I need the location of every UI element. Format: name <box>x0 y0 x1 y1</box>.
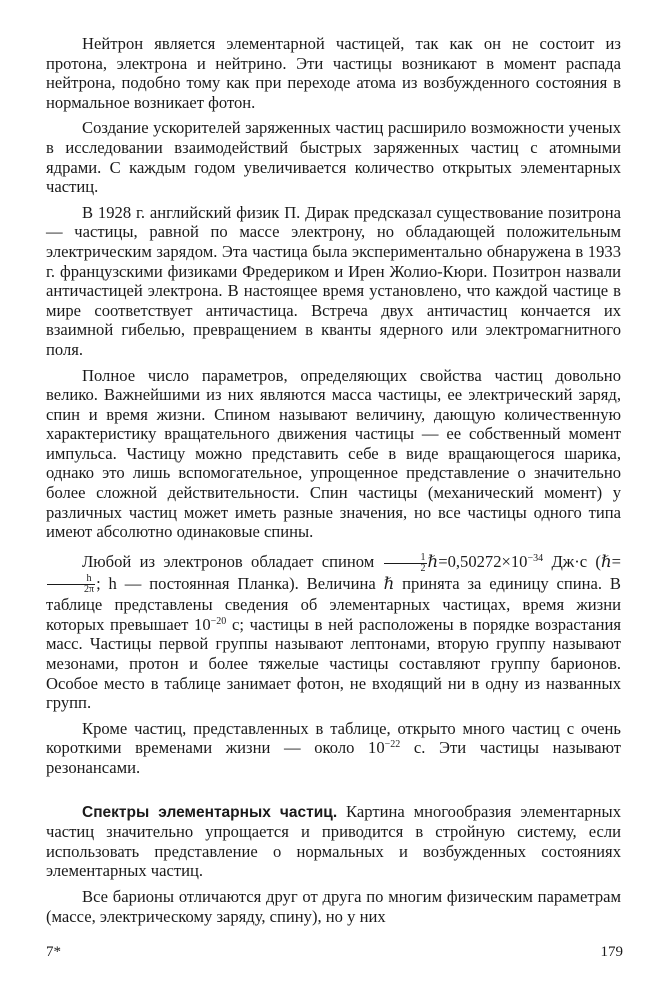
fraction-one-half-denominator: 2 <box>420 562 426 574</box>
paragraph-baryons: Все барионы отличаются друг от друга по многим физическим параметрам (массе, электрическому заряду, спину), но у них <box>46 886 621 926</box>
fraction-h-over-2pi <box>47 574 95 595</box>
paragraph-resonances <box>46 719 621 778</box>
paragraph-neutron: Нейтрон является элементарной частицей, так как он не состоит из протона, электрона и нейтрино. Эти частицы возникают в момент распада нейтрона, подобно тому как при переходе атома из возбужденного состояния в нормальное возникает фотон. <box>46 34 621 112</box>
paragraph-accelerators: Создание ускорителей заряженных частиц расширило возможности ученых в исследовании взаимодействий быстрых заряженных частиц с атомными ядрами. С каждым годом увеличивается количество открытых элементарных частиц. <box>46 118 621 197</box>
fraction-h-numerator: h <box>47 574 95 585</box>
resonances-text-1: Кроме частиц, представленных в таблице, открыто много частиц с очень короткими временами жизни — около 10 <box>46 718 621 758</box>
spectra-text: Картина многообразия элементарных частиц значительно упрощается и приводится в стройную систему, если использовать представление о нормальных и возбужденных состояниях элементарных частиц. <box>46 801 621 881</box>
paragraph-spectra <box>46 802 621 881</box>
paragraph-parameters: Полное число параметров, определяющих свойства частиц довольно велико. Важнейшими из них являются масса частицы, ее электрический заряд, спин и время жизни. Спином называют величину, дающую количественную характеристику вращательного движения частицы — ее собственный момент импульса. Частицу можно представить себе в виде вращающегося шарика, однако это лишь вспомогательное, упрощенное представление о значительно более сложной действительности. Спин частицы (механический момент) у различных частиц может иметь разные значения, но все частицы одного типа имеют абсолютно одинаковые спины. <box>46 365 621 542</box>
fraction-2pi-denominator: 2π <box>84 584 95 596</box>
page-number: 179 <box>600 944 623 960</box>
paragraph-spin <box>46 552 621 713</box>
spin-text-5: с; частицы в ней расположены в порядке возрастания масс. Частицы первой группы называют лептонами, вторую группу называют мезонами, протон и более тяжелые частицы составляют группу барионов. Особое место в таблице занимает фотон, не входящий ни в одну из названных групп. <box>46 614 621 713</box>
body-text <box>46 34 621 926</box>
resonances-text-2: с. Эти частицы называют резонансами. <box>46 738 622 777</box>
spin-text-2: ℏ=0,50272×10 <box>427 551 528 571</box>
spin-text-1: Любой из электронов обладает спином <box>82 551 375 571</box>
spin-text-4: ; h — постоянная Планка). Величина ℏ принята за единицу спина. В таблице представлены сведения об элементарных частицах, время жизни которых превышает 10 <box>46 573 621 634</box>
exponent-minus-20: −20 <box>210 615 227 627</box>
spin-text-3: Дж·с (ℏ= <box>543 551 621 571</box>
exponent-minus-34: −34 <box>527 552 544 564</box>
fraction-one-half <box>384 553 427 574</box>
signature-mark: 7* <box>46 944 61 960</box>
section-heading: Спектры элементарных частиц. <box>82 803 338 821</box>
exponent-minus-22: −22 <box>384 739 401 751</box>
fraction-one-half-numerator: 1 <box>384 553 427 564</box>
paragraph-positron: В 1928 г. английский физик П. Дирак предсказал существование позитрона — частицы, равной по массе электрону, но обладающей положительным электрическим зарядом. Эта частица была экспериментально обнаружена в 1933 г. французскими физиками Фредериком и Ирен Жолио-Кюри. Позитрон назвали античастицей электрона. В настоящее время установлено, что каждой частице в мире соответствует античастица. Встреча двух античастиц кончается их взаимной гибелью, превращением в кванты ядерного или электромагнитного поля. <box>46 202 621 359</box>
